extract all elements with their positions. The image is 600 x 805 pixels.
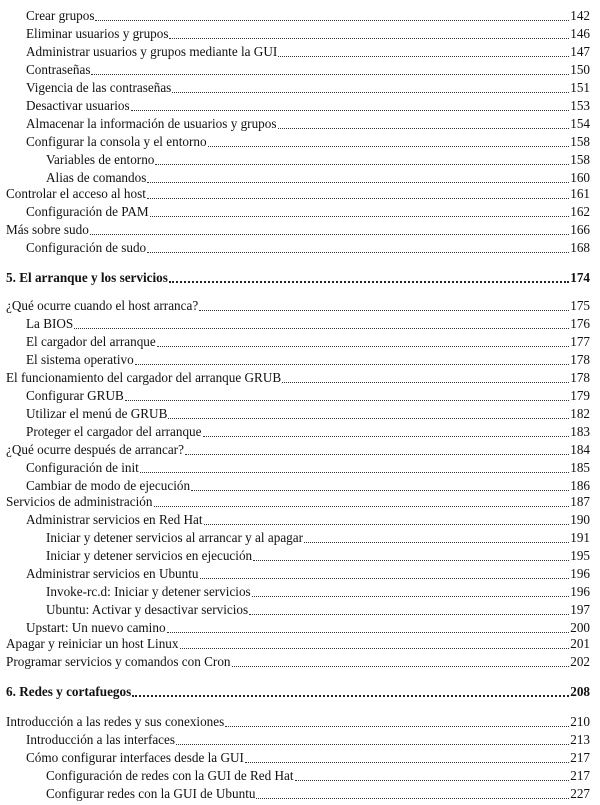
dot-leader (169, 38, 569, 39)
toc-entry-page-number: 158 (570, 134, 590, 149)
toc-entry-page-number: 174 (570, 270, 590, 285)
toc-entry-page-number: 201 (570, 636, 590, 651)
dot-leader (304, 542, 569, 543)
toc-entry-title: El sistema operativo (26, 352, 134, 367)
dot-leader (278, 56, 569, 57)
toc-entry-page-number: 196 (570, 566, 590, 581)
dot-leader (135, 364, 570, 365)
dot-leader (154, 506, 570, 507)
toc-entry (0, 384, 590, 404)
toc-entry-title: Ubuntu: Activar y desactivar servicios (46, 602, 249, 617)
dot-leader (157, 346, 569, 347)
toc-entry-page-number: 184 (570, 442, 590, 457)
toc-entry-page-number: 227 (570, 786, 590, 801)
dot-leader (169, 281, 569, 283)
dot-leader (232, 666, 570, 667)
toc-entry-page-number: 151 (570, 80, 590, 95)
toc-entry (0, 348, 590, 368)
toc-entry-title: Configuración de PAM (26, 204, 149, 219)
toc-entry (0, 580, 590, 600)
toc-entry-page-number: 168 (570, 240, 590, 255)
toc-entry (0, 218, 590, 238)
toc-entry (0, 40, 590, 60)
toc-entry (0, 148, 590, 168)
toc-entry-page-number: 147 (570, 44, 590, 59)
dot-leader (176, 744, 569, 745)
dot-leader (252, 596, 570, 597)
toc-entry-title: Introducción a las interfaces (26, 732, 176, 747)
toc-entry-title: Más sobre sudo (6, 222, 89, 237)
toc-entry-page-number: 190 (570, 512, 590, 527)
toc-entry-page-number: 187 (570, 494, 590, 509)
toc-entry-page-number: 183 (570, 424, 590, 439)
dot-leader (282, 382, 569, 383)
toc-entry-page-number: 195 (570, 548, 590, 563)
toc-entry (0, 22, 590, 42)
toc-entry-title: Configuración de init (26, 460, 139, 475)
toc-entry-page-number: 202 (570, 654, 590, 669)
toc-entry (0, 490, 590, 510)
toc-entry-title: Desactivar usuarios (26, 98, 130, 113)
toc-entry-title: ¿Qué ocurre después de arrancar? (6, 442, 184, 457)
toc-entry-title: Controlar el acceso al host (6, 186, 146, 201)
toc-entry-page-number: 175 (570, 298, 590, 313)
toc-entry-page-number: 217 (570, 768, 590, 783)
dot-leader (208, 146, 570, 147)
dot-leader (150, 216, 570, 217)
toc-entry-title: Eliminar usuarios y grupos (26, 26, 169, 41)
dot-leader (147, 252, 569, 253)
toc-entry (0, 312, 590, 332)
toc-entry (0, 746, 590, 766)
dot-leader (91, 74, 569, 75)
toc-entry (0, 728, 590, 748)
dot-leader (155, 164, 569, 165)
dot-leader (95, 20, 569, 21)
toc-entry (0, 58, 590, 78)
toc-entry-page-number: 217 (570, 750, 590, 765)
toc-entry (0, 94, 590, 114)
dot-leader (204, 524, 570, 525)
toc-entry-page-number: 176 (570, 316, 590, 331)
toc-chapter-entry (0, 680, 590, 700)
dot-leader (131, 110, 570, 111)
toc-entry-title: Utilizar el menú de GRUB (26, 406, 168, 421)
dot-leader (203, 436, 570, 437)
toc-entry-page-number: 186 (570, 478, 590, 493)
toc-entry-page-number: 200 (570, 620, 590, 635)
toc-entry-title: Introducción a las redes y sus conexiones (6, 714, 225, 729)
toc-entry-page-number: 158 (570, 152, 590, 167)
dot-leader (180, 648, 570, 649)
toc-entry (0, 650, 590, 670)
toc-entry-title: Configuración de redes con la GUI de Red Hat (46, 768, 294, 783)
toc-entry-title: Servicios de administración (6, 494, 153, 509)
toc-entry-title: Invoke-rc.d: Iniciar y detener servicios (46, 584, 251, 599)
toc-entry-page-number: 185 (570, 460, 590, 475)
toc-entry-title: Iniciar y detener servicios al arrancar y al apagar (46, 530, 304, 545)
toc-entry-title: ¿Qué ocurre cuando el host arranca? (6, 298, 199, 313)
dot-leader (253, 560, 569, 561)
toc-entry-title: Crear grupos (26, 8, 95, 23)
toc-entry-page-number: 196 (570, 584, 590, 599)
dot-leader (147, 198, 569, 199)
toc-entry-title: Configurar la consola y el entorno (26, 134, 207, 149)
toc-entry-title: Configurar GRUB (26, 388, 124, 403)
toc-entry (0, 598, 590, 618)
toc-entry (0, 764, 590, 784)
toc-entry (0, 112, 590, 132)
toc-chapter-entry (0, 266, 590, 286)
toc-entry-page-number: 178 (570, 352, 590, 367)
toc-entry-title: Apagar y reiniciar un host Linux (6, 636, 179, 651)
toc-entry-title: Iniciar y detener servicios en ejecución (46, 548, 253, 563)
toc-entry (0, 710, 590, 730)
toc-entry-page-number: 210 (570, 714, 590, 729)
toc-entry (0, 330, 590, 350)
toc-entry-title: Cómo configurar interfaces desde la GUI (26, 750, 244, 765)
dot-leader (225, 726, 569, 727)
dot-leader (200, 578, 570, 579)
toc-entry-page-number: 208 (570, 684, 590, 699)
toc-entry-title: Proteger el cargador del arranque (26, 424, 202, 439)
toc-entry (0, 632, 590, 652)
toc-entry-page-number: 178 (570, 370, 590, 385)
toc-entry-page-number: 150 (570, 62, 590, 77)
toc-entry (0, 182, 590, 202)
toc-entry-page-number: 191 (570, 530, 590, 545)
dot-leader (172, 92, 569, 93)
toc-entry-title: Upstart: Un nuevo camino (26, 620, 166, 635)
toc-entry-title: Configuración de sudo (26, 240, 147, 255)
dot-leader (132, 695, 569, 697)
dot-leader (185, 454, 569, 455)
toc-entry-title: El funcionamiento del cargador del arranque GRUB (6, 370, 282, 385)
dot-leader (74, 328, 569, 329)
dot-leader (245, 762, 569, 763)
toc-entry-title: Vigencia de las contraseñas (26, 80, 172, 95)
toc-entry-title: Programar servicios y comandos con Cron (6, 654, 231, 669)
toc-entry-title: Almacenar la información de usuarios y grupos (26, 116, 277, 131)
toc-entry (0, 200, 590, 220)
toc-entry-page-number: 162 (570, 204, 590, 219)
dot-leader (90, 234, 569, 235)
toc-entry (0, 456, 590, 476)
toc-entry-page-number: 179 (570, 388, 590, 403)
toc-entry (0, 544, 590, 564)
toc-entry-title: Variables de entorno (46, 152, 155, 167)
toc-entry-page-number: 153 (570, 98, 590, 113)
dot-leader (256, 798, 569, 799)
toc-entry (0, 130, 590, 150)
toc-entry-page-number: 142 (570, 8, 590, 23)
toc-entry-page-number: 182 (570, 406, 590, 421)
toc-entry (0, 4, 590, 24)
toc-entry (0, 294, 590, 314)
toc-entry-page-number: 177 (570, 334, 590, 349)
toc-entry (0, 402, 590, 422)
toc-entry-title: 6. Redes y cortafuegos (6, 684, 132, 699)
dot-leader (168, 418, 569, 419)
toc-entry-title: 5. El arranque y los servicios (6, 270, 168, 285)
toc-entry-title: Contraseñas (26, 62, 91, 77)
toc-entry-title: Alias de comandos (46, 170, 147, 185)
toc-entry-page-number: 160 (570, 170, 590, 185)
toc-entry (0, 562, 590, 582)
toc-entry-page-number: 197 (570, 602, 590, 617)
dot-leader (199, 310, 569, 311)
dot-leader (295, 780, 570, 781)
toc-entry-title: Administrar usuarios y grupos mediante la GUI (26, 44, 278, 59)
toc-entry-title: Administrar servicios en Red Hat (26, 512, 203, 527)
toc-entry-page-number: 161 (570, 186, 590, 201)
toc-entry (0, 420, 590, 440)
dot-leader (249, 614, 569, 615)
toc-entry (0, 508, 590, 528)
toc-entry-title: Cambiar de modo de ejecución (26, 478, 191, 493)
toc-entry-page-number: 154 (570, 116, 590, 131)
toc-entry (0, 236, 590, 256)
toc-entry (0, 782, 590, 802)
toc-entry (0, 76, 590, 96)
dot-leader (278, 128, 570, 129)
toc-entry-page-number: 213 (570, 732, 590, 747)
dot-leader (125, 400, 569, 401)
toc-entry-title: El cargador del arranque (26, 334, 156, 349)
toc-entry (0, 438, 590, 458)
toc-entry-title: Configurar redes con la GUI de Ubuntu (46, 786, 256, 801)
toc-entry-page-number: 166 (570, 222, 590, 237)
toc-entry-page-number: 146 (570, 26, 590, 41)
dot-leader (140, 472, 569, 473)
toc-entry-title: Administrar servicios en Ubuntu (26, 566, 199, 581)
toc-entry (0, 366, 590, 386)
toc-entry (0, 526, 590, 546)
toc-entry-title: La BIOS (26, 316, 74, 331)
